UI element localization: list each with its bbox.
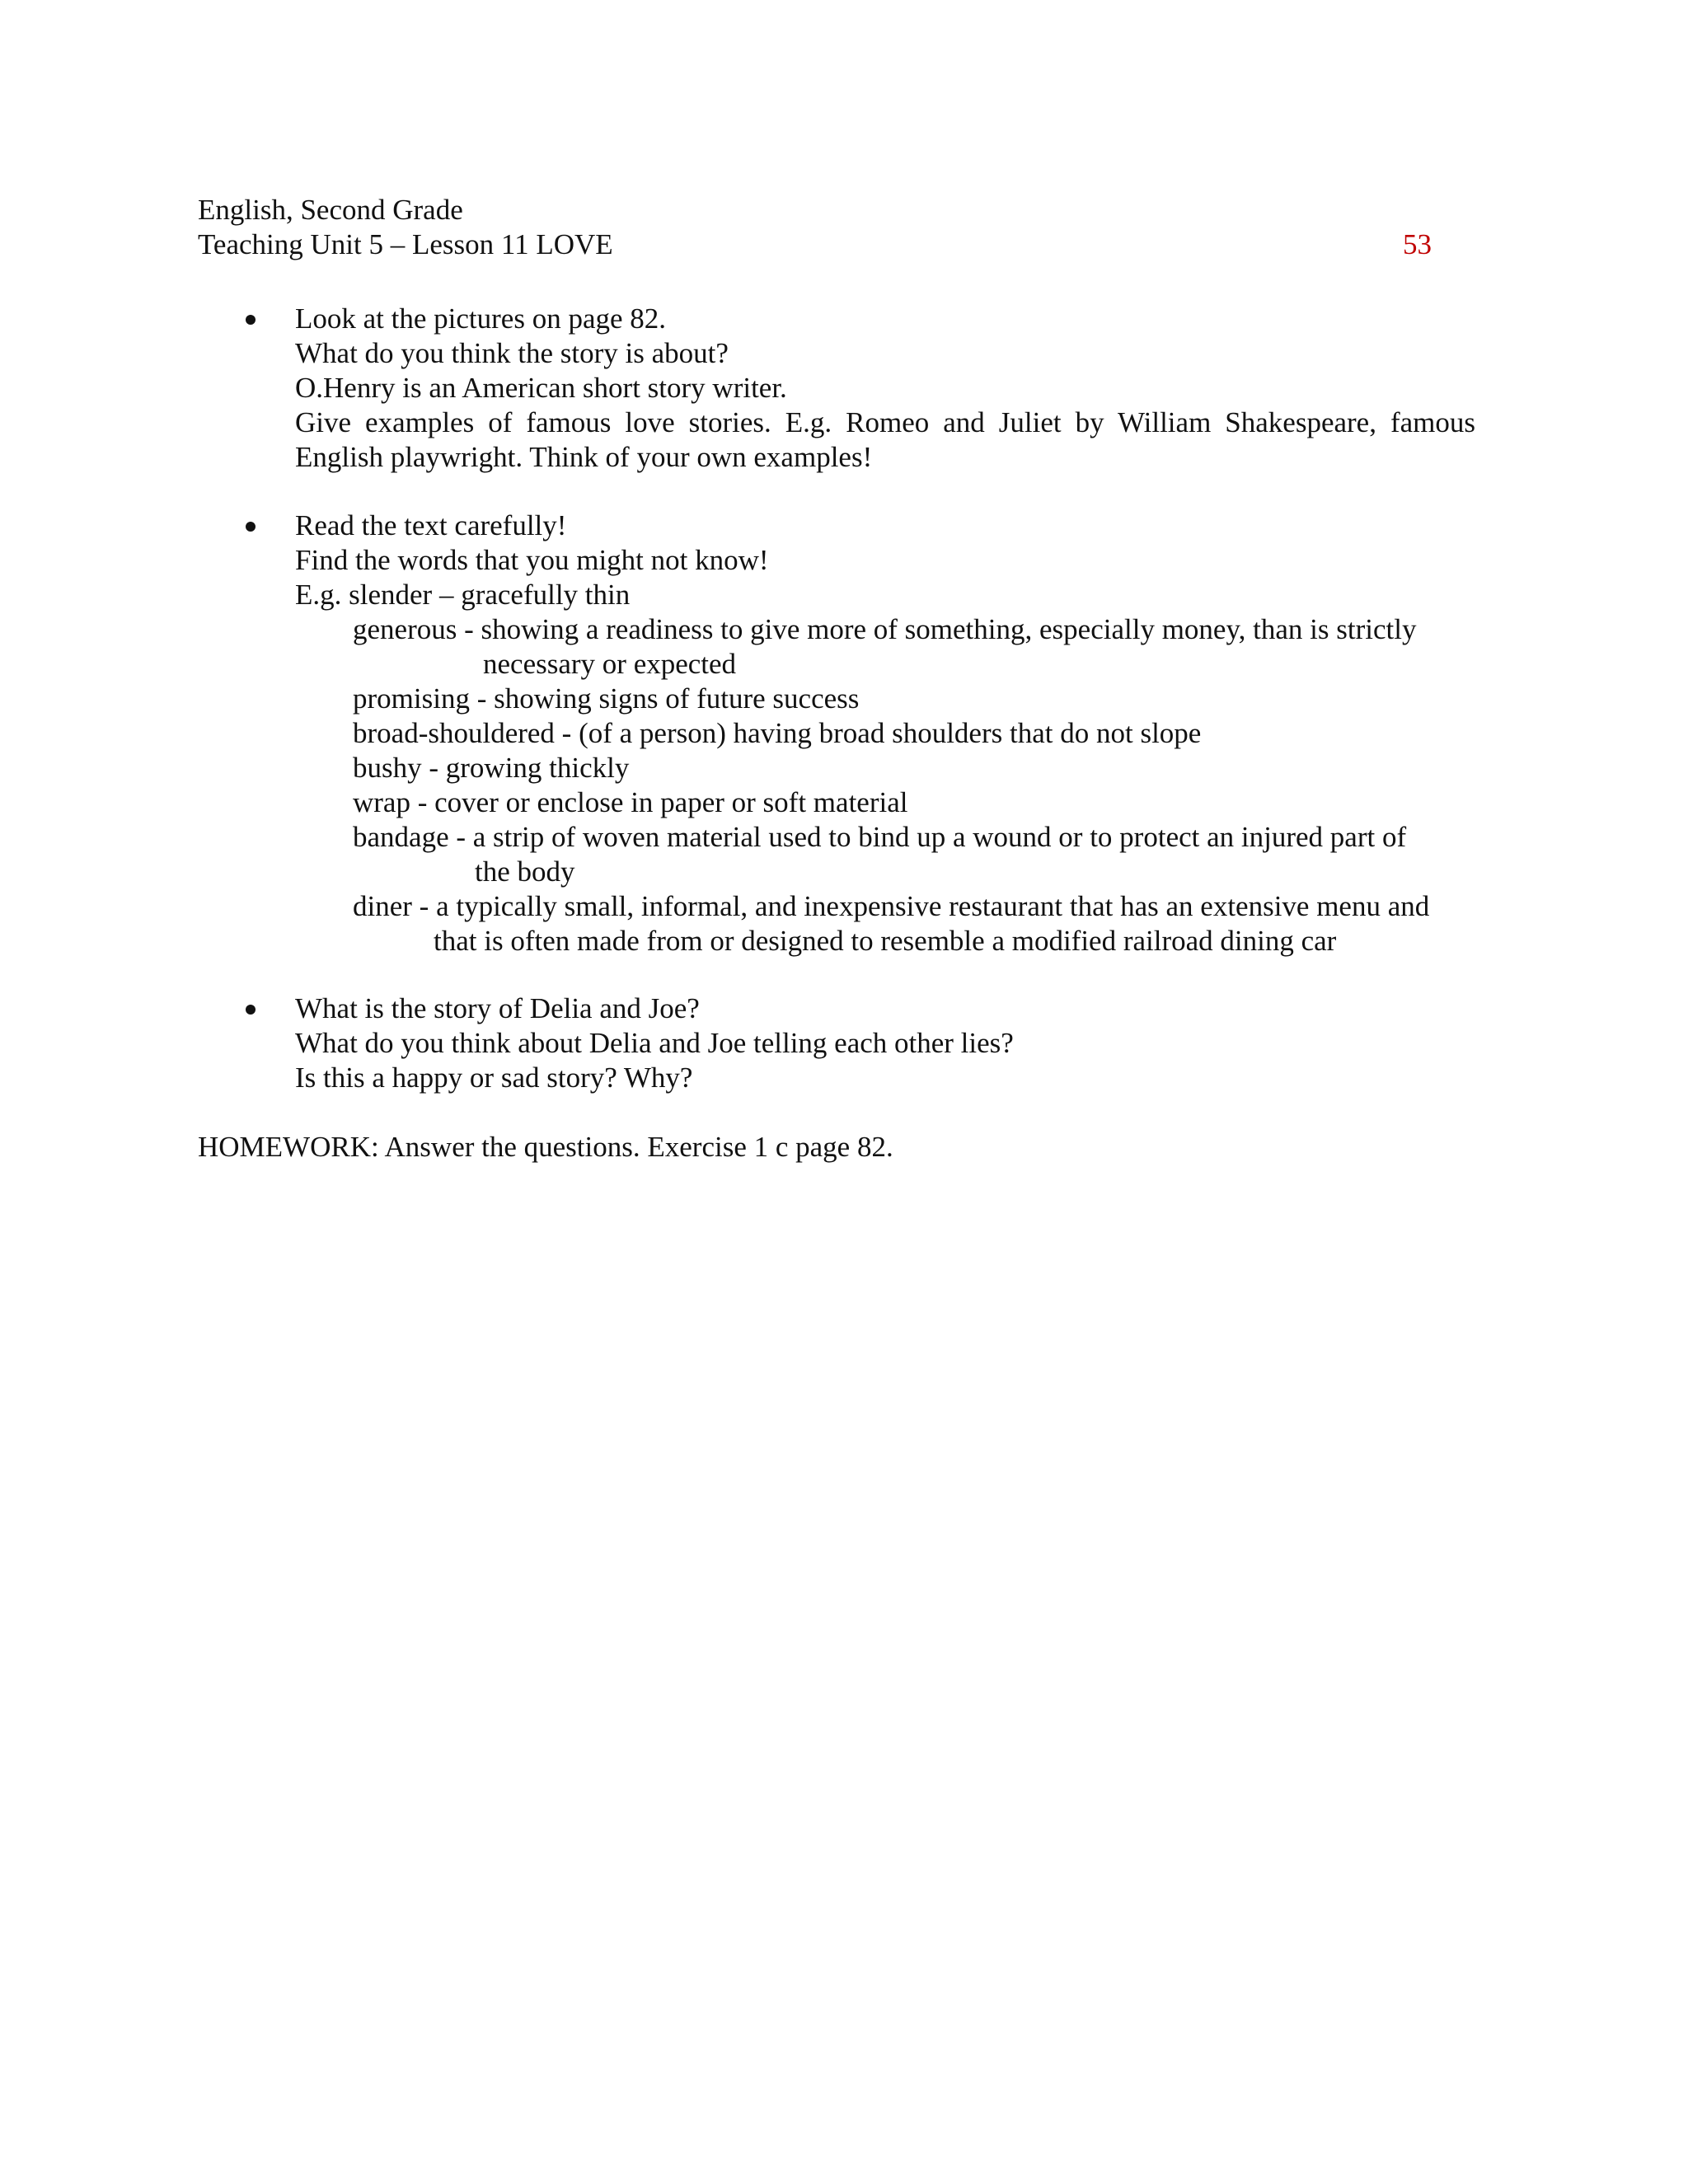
glossary-promising: promising - showing signs of future success — [353, 682, 860, 715]
section1-line3: O.Henry is an American short story writer. — [295, 372, 787, 404]
glossary-wrap: wrap - cover or enclose in paper or soft material — [353, 786, 908, 818]
section1-paragraph: Give examples of famous love stories. E.g. Romeo and Juliet by William Shakespeare, famous English playwright. Think of your own examples! — [295, 406, 1475, 473]
lesson-title: Teaching Unit 5 – Lesson 11 LOVE — [198, 228, 613, 260]
section2-line2: Find the words that you might not know! — [295, 544, 769, 576]
page-number: 53 — [1403, 228, 1432, 260]
section2-line1: Read the text carefully! — [295, 509, 567, 541]
course-title: English, Second Grade — [198, 194, 463, 226]
bullet-3 — [246, 1005, 256, 1015]
homework-line: HOMEWORK: Answer the questions. Exercise 1 c page 82. — [198, 1131, 893, 1163]
bullet-1 — [246, 315, 256, 325]
bullet-2 — [246, 522, 256, 532]
section3-line3: Is this a happy or sad story? Why? — [295, 1062, 693, 1094]
glossary-bandage-cont: the body — [475, 855, 575, 888]
glossary-generous-cont: necessary or expected — [483, 648, 737, 680]
section1-line1: Look at the pictures on page 82. — [295, 302, 667, 335]
glossary-bandage: bandage - a strip of woven material used to bind up a wound or to protect an injured part of — [353, 821, 1407, 853]
section2-line3: E.g. slender – gracefully thin — [295, 579, 631, 611]
section3-line1: What is the story of Delia and Joe? — [295, 992, 700, 1024]
section3-line2: What do you think about Delia and Joe telling each other lies? — [295, 1027, 1014, 1059]
glossary-generous: generous - showing a readiness to give more of something, especially money, than is strictly — [353, 613, 1417, 645]
glossary-diner: diner - a typically small, informal, and inexpensive restaurant that has an extensive menu and — [353, 890, 1430, 922]
section1-line2: What do you think the story is about? — [295, 337, 729, 369]
glossary-diner-cont: that is often made from or designed to resemble a modified railroad dining car — [434, 925, 1337, 957]
glossary-bushy: bushy - growing thickly — [353, 752, 630, 784]
glossary-broad-shouldered: broad-shouldered - (of a person) having broad shoulders that do not slope — [353, 717, 1202, 749]
